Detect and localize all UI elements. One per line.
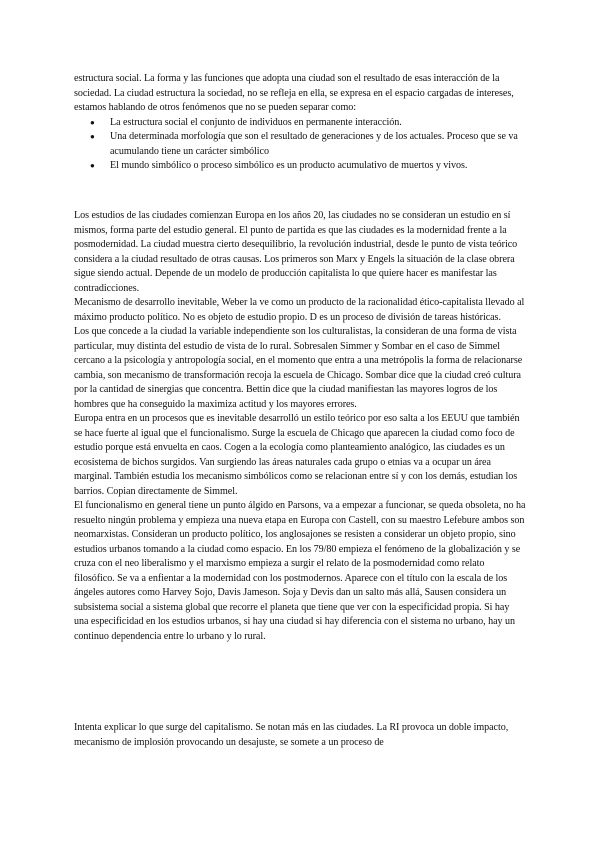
body-paragraph: Mecanismo de desarrollo inevitable, Weber la ve como un producto de la racionalidad ético-capitalista llevado al máximo producto político. No es objeto de estudio propio. D es un proceso de división de tareas históricas. (74, 297, 525, 323)
bullet-dot-icon: ● (90, 132, 95, 141)
body-paragraph: El funcionalismo en general tiene un punto álgido en Parsons, va a empezar a funcionar, se queda obsoleta, no ha resuelto ningún problema y empieza una nueva etapa en Europa con Castell, con su maestro Lefebure ambos son neomarxistas. Consideran un producto político, los anglosajones se resisten a considerar un objeto propio, sino estudios urbanos tomando a la ciudad como espacio. En los 79/80 empieza el fenómeno de la globalización y se cruza con el neo liberalismo y el marxismo empieza a surgir el relato de la posmodernidad como relato filosófico. Se va a enfientar a la modernidad con los postmodernos. Aparece con el título con la escala de los ángeles autores como Harvey Sojo, Davis Jameson. Soja y Devis dan un salto más allá, Sausen considera un subsistema social a sistema global que recorre el planeta que tiene que ver con la especificidad propia. Si hay una especificidad en los estudios urbanos, si hay una ciudad si hay diferencia con el sistema no urbano, hay un continuo dependencia entre lo urbano y lo rural. (74, 500, 526, 642)
bullet-text: La estructura social el conjunto de individuos en permanente interacción. (110, 116, 402, 128)
closing-paragraph: Intenta explicar lo que surge del capitalismo. Se notan más en las ciudades. La RI provoca un doble impacto, mecanismo de implosión provocando un desajuste, se somete a un proceso de (74, 722, 509, 748)
closing-section (74, 721, 526, 750)
intro-paragraph: estructura social. La forma y las funciones que adopta una ciudad son el resultado de esas interacción de la sociedad. La ciudad estructura la sociedad, no se refleja en ella, se expresa en el espacio cargadas de intereses, estamos hablando de otros fenómenos que no se pueden separar como: (74, 73, 514, 113)
bullet-item (90, 116, 526, 131)
intro-section (74, 72, 526, 174)
bullet-text: Una determinada morfología que son el resultado de generaciones y de los actuales. Proceso que se va acumulando tiene un carácter simbólico (110, 131, 518, 157)
bullet-item (90, 130, 526, 159)
body-paragraph: Los que concede a la ciudad la variable independiente son los culturalistas, la consideran de una forma de vista particular, muy distinta del estudio de vista de lo rural. Sobresalen Simmer y Sombar en el caso de Simmel cercano a la psicología y antropología social, en el momento que entra a una metrópolis la forma de relacionarse cambia, son mecanismo de transformación recoja la escuela de Chicago. Sombar dice que la ciudad creó cultura por la cantidad de sinergias que concentra. Bettin dice que la ciudad manifiestan las mayores logros de los hombres que ha conseguido la maximiza actitud y los mayores errores. (74, 326, 523, 410)
bullet-dot-icon: ● (90, 117, 95, 127)
body-section (74, 209, 526, 644)
body-paragraph: Europa entra en un procesos que es inevitable desarrolló un estilo teórico por eso salta a los EEUU que también se hace fuerte al igual que el funcionalismo. Surge la escuela de Chicago que aparecen la ciudad como foco de estudio porque está envuelta en caos. Cogen a la ecología como planteamiento analógico, las ciudades es un ecosistema de bichos surgidos. Van surgiendo las áreas naturales cada grupo o etnias va a ocupar un área marginal. También estudia los mecanismo simbólicos como se relacionan entre sí y con los demás, estudian los barrios. Copian directamente de Simmel. (74, 413, 520, 497)
body-paragraph: Los estudios de las ciudades comienzan Europa en los años 20, las ciudades no se consideran un estudio en sí mismos, forma parte del estudio general. El punto de partida es que las ciudades es la modernidad frente a la posmodernidad. La ciudad muestra cierto desequilibrio, la revolución industrial, desde le punto de vista teórico considera a la ciudad resultado de otras causas. Los primeros son Marx y Engels la situación de la clase obrera sigue siendo actual. Depende de un modelo de producción capitalista lo que quiere hacer es manifestar las contradicciones. (74, 210, 518, 294)
bullet-text: El mundo simbólico o proceso simbólico es un producto acumulativo de muertos y vivos. (110, 160, 468, 171)
bullet-list (74, 116, 526, 174)
bullet-item (90, 159, 526, 174)
bullet-dot-icon: ● (90, 161, 95, 170)
